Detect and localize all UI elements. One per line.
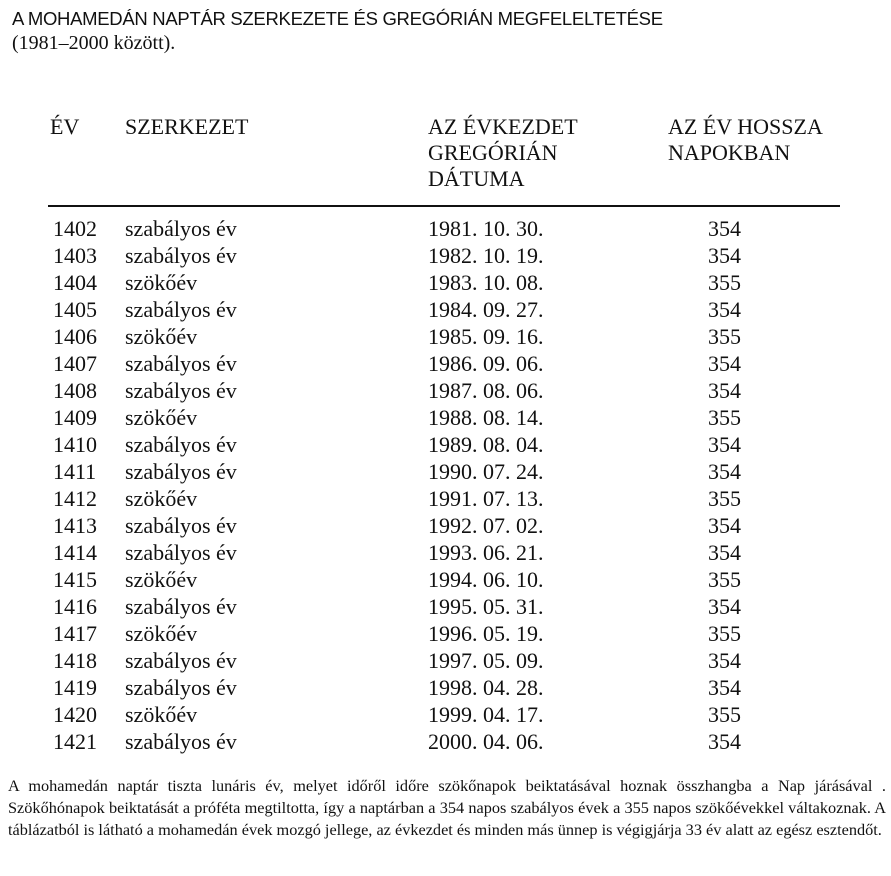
cell-date: 1987. 08. 06.: [428, 378, 544, 403]
cell-date: 1983. 10. 08.: [428, 270, 544, 295]
cell-structure: szabályos év: [125, 729, 237, 754]
footnote-paragraph: A mohamedán naptár tiszta lunáris év, melyet időről időre szökőnapok beiktatásával hoznak összhangba a Nap járásával . Szökőhónapok beiktatását a próféta megtiltotta, így a naptárban a 354 napos szabályos évek a 355 napos szökőévekkel váltakoznak. A táblázatból is látható a mohamedán évek mozgó jellege, az évkezdet és minden más ünnep is végigjárja 33 év alatt az egész esztendőt.: [8, 776, 886, 839]
cell-date: 1985. 09. 16.: [428, 324, 544, 349]
cell-structure: szabályos év: [125, 675, 237, 700]
cell-year: 1414: [53, 540, 97, 565]
cell-date: 1995. 05. 31.: [428, 594, 544, 619]
table-row: [0, 431, 891, 458]
cell-year: 1416: [53, 594, 97, 619]
table-row: [0, 593, 891, 620]
table-row: [0, 404, 891, 431]
cell-year: 1415: [53, 567, 97, 592]
cell-year: 1411: [53, 459, 97, 484]
table-row: [0, 701, 891, 728]
cell-structure: szabályos év: [125, 459, 237, 484]
table-row: [0, 566, 891, 593]
header-year: ÉV: [50, 114, 80, 139]
cell-date: 1992. 07. 02.: [428, 513, 544, 538]
calendar-table-body: [0, 215, 891, 755]
cell-date: 1982. 10. 19.: [428, 243, 544, 268]
cell-structure: szabályos év: [125, 594, 237, 619]
table-row: [0, 215, 891, 242]
header-length-line1: AZ ÉV HOSSZA: [668, 114, 823, 139]
cell-year: 1418: [53, 648, 97, 673]
cell-year: 1402: [53, 216, 97, 241]
table-row: [0, 539, 891, 566]
cell-year: 1409: [53, 405, 97, 430]
cell-structure: szökőév: [125, 567, 198, 592]
cell-structure: szabályos év: [125, 432, 237, 457]
cell-structure: szabályos év: [125, 648, 237, 673]
cell-year: 1417: [53, 621, 97, 646]
table-row: [0, 458, 891, 485]
table-row: [0, 674, 891, 701]
table-row: [0, 296, 891, 323]
cell-date: 1996. 05. 19.: [428, 621, 544, 646]
header-date-line2: GREGÓRIÁN: [428, 140, 558, 165]
cell-length: 354: [708, 675, 741, 700]
header-structure: SZERKEZET: [125, 114, 249, 139]
cell-structure: szökőév: [125, 324, 198, 349]
table-row: [0, 242, 891, 269]
cell-year: 1413: [53, 513, 97, 538]
cell-date: 1989. 08. 04.: [428, 432, 544, 457]
cell-date: 1999. 04. 17.: [428, 702, 544, 727]
cell-length: 354: [708, 432, 741, 457]
cell-date: 1981. 10. 30.: [428, 216, 544, 241]
cell-structure: szabályos év: [125, 243, 237, 268]
table-row: [0, 377, 891, 404]
cell-year: 1410: [53, 432, 97, 457]
cell-date: 1994. 06. 10.: [428, 567, 544, 592]
cell-year: 1420: [53, 702, 97, 727]
cell-length: 354: [708, 243, 741, 268]
cell-structure: szabályos év: [125, 216, 237, 241]
cell-year: 1405: [53, 297, 97, 322]
cell-year: 1406: [53, 324, 97, 349]
table-row: [0, 512, 891, 539]
cell-structure: szökőév: [125, 702, 198, 727]
cell-length: 354: [708, 540, 741, 565]
cell-year: 1419: [53, 675, 97, 700]
cell-date: 1986. 09. 06.: [428, 351, 544, 376]
table-row: [0, 350, 891, 377]
cell-length: 355: [708, 702, 741, 727]
cell-structure: szabályos év: [125, 513, 237, 538]
cell-length: 355: [708, 405, 741, 430]
cell-length: 354: [708, 216, 741, 241]
cell-date: 1998. 04. 28.: [428, 675, 544, 700]
cell-year: 1421: [53, 729, 97, 754]
page-title: A MOHAMEDÁN NAPTÁR SZERKEZETE ÉS GREGÓRIÁN MEGFELELTETÉSE: [12, 8, 663, 29]
cell-length: 354: [708, 648, 741, 673]
page-subtitle: (1981–2000 között).: [12, 32, 176, 54]
cell-length: 355: [708, 621, 741, 646]
table-row: [0, 485, 891, 512]
cell-date: 2000. 04. 06.: [428, 729, 544, 754]
header-date-line3: DÁTUMA: [428, 166, 525, 191]
cell-length: 355: [708, 324, 741, 349]
table-row: [0, 728, 891, 755]
cell-length: 354: [708, 459, 741, 484]
cell-date: 1993. 06. 21.: [428, 540, 544, 565]
cell-date: 1991. 07. 13.: [428, 486, 544, 511]
table-row: [0, 620, 891, 647]
cell-year: 1412: [53, 486, 97, 511]
cell-structure: szökőév: [125, 621, 198, 646]
cell-date: 1988. 08. 14.: [428, 405, 544, 430]
cell-structure: szabályos év: [125, 540, 237, 565]
cell-year: 1403: [53, 243, 97, 268]
cell-date: 1997. 05. 09.: [428, 648, 544, 673]
table-row: [0, 269, 891, 296]
cell-structure: szökőév: [125, 486, 198, 511]
cell-date: 1990. 07. 24.: [428, 459, 544, 484]
cell-year: 1404: [53, 270, 97, 295]
cell-structure: szabályos év: [125, 378, 237, 403]
cell-structure: szabályos év: [125, 351, 237, 376]
cell-length: 354: [708, 351, 741, 376]
cell-structure: szökőév: [125, 405, 198, 430]
cell-length: 354: [708, 378, 741, 403]
table-row: [0, 323, 891, 350]
cell-length: 355: [708, 567, 741, 592]
header-date-line1: AZ ÉVKEZDET: [428, 114, 578, 139]
header-length-line2: NAPOKBAN: [668, 140, 791, 165]
cell-length: 354: [708, 297, 741, 322]
cell-year: 1407: [53, 351, 97, 376]
cell-structure: szökőév: [125, 270, 198, 295]
cell-length: 354: [708, 513, 741, 538]
cell-year: 1408: [53, 378, 97, 403]
cell-length: 355: [708, 270, 741, 295]
cell-date: 1984. 09. 27.: [428, 297, 544, 322]
cell-length: 354: [708, 594, 741, 619]
header-divider: [48, 205, 840, 207]
cell-structure: szabályos év: [125, 297, 237, 322]
table-row: [0, 647, 891, 674]
cell-length: 355: [708, 486, 741, 511]
cell-length: 354: [708, 729, 741, 754]
